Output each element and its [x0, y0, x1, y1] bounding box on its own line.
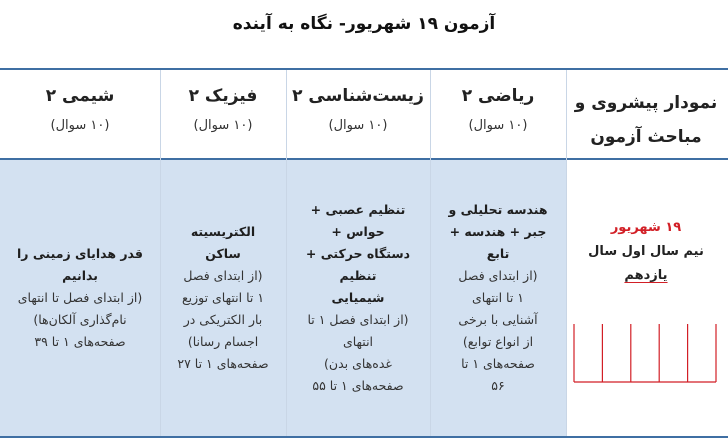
progress-segments: [574, 324, 716, 382]
detail-line: از انواع توابع): [462, 334, 534, 349]
detail-line: (از ابتدای فصل: [458, 268, 538, 283]
detail-line: ۵۶: [491, 378, 505, 393]
question-count: (۱۰ سوال): [328, 118, 388, 133]
detail-line: صفحه‌های ۱ تا ۲۷: [177, 356, 269, 371]
topics-cell-chemistry: [0, 160, 160, 436]
column-separator: [566, 70, 567, 436]
progress-bar-chart: [572, 322, 718, 384]
detail-line: آشنایی با برخی: [458, 312, 538, 327]
topic-line: تابع: [486, 246, 510, 261]
subject-name: فیزیک ۲: [188, 86, 258, 106]
topics-cell-physics: [160, 160, 286, 436]
table-top-rule: [0, 68, 728, 70]
column-header-biology: [286, 84, 430, 136]
grade-label: [568, 264, 724, 288]
topics-cell-biology: [286, 160, 430, 436]
progress-cell: [566, 160, 728, 436]
column-separator: [286, 70, 287, 436]
exam-date: ۱۹ شهریور: [610, 220, 682, 235]
detail-line: صفحه‌های ۱ تا: [461, 356, 535, 371]
subject-name: زیست‌شناسی ۲: [292, 86, 424, 106]
detail-line: اجسام رسانا): [187, 334, 259, 349]
column-header-math: [430, 84, 566, 136]
column-separator: [160, 70, 161, 436]
topic-line: تنظیم عصبی + حواس +: [310, 202, 406, 239]
progress-info: [568, 216, 724, 288]
detail-line: صفحه‌های ۱ تا ۵۵: [312, 378, 404, 393]
subject-name: ریاضی ۲: [461, 86, 535, 106]
progress-header-line2: مباحث آزمون: [590, 127, 702, 147]
detail-line: نام‌گذاری آلکان‌ها): [33, 312, 127, 327]
subject-name: شیمی ۲: [45, 86, 115, 106]
progress-header: [568, 86, 724, 154]
grade-label-text: یازدهم: [624, 268, 668, 283]
topic-line: شیمیایی: [331, 290, 385, 305]
topic-line: جبر + هندسه +: [449, 224, 547, 239]
topic-line: ساکن: [205, 246, 241, 261]
question-count: (۱۰ سوال): [50, 118, 110, 133]
topic-line: دستگاه حرکتی + تنظیم: [305, 246, 411, 283]
detail-line: (از ابتدای فصل ۱ تا انتهای: [307, 312, 409, 349]
detail-line: ۱ تا انتهای توزیع: [181, 290, 265, 305]
detail-line: بار الکتریکی در: [183, 312, 263, 327]
column-header-chemistry: [0, 84, 160, 136]
topics-cell-math: [430, 160, 566, 436]
detail-line: (از ابتدای فصل تا انتهای: [17, 290, 143, 305]
progress-header-line1: نمودار پیشروی و: [574, 93, 718, 113]
detail-line: غده‌های بدن): [324, 356, 392, 371]
topic-line: بدانیم: [62, 268, 98, 283]
column-header-physics: [160, 84, 286, 136]
topic-line: هندسه تحلیلی و: [448, 202, 548, 217]
question-count: (۱۰ سوال): [468, 118, 528, 133]
detail-line: (از ابتدای فصل: [183, 268, 263, 283]
semester-label: نیم سال اول سال: [588, 244, 704, 259]
topic-line: الکتریسیته: [190, 224, 256, 239]
topic-line: قدر هدایای زمینی را: [17, 246, 143, 261]
detail-line: ۱ تا انتهای: [471, 290, 525, 305]
column-separator: [430, 70, 431, 436]
page-title: آزمون ۱۹ شهریور- نگاه به آینده: [232, 14, 496, 34]
table-bottom-rule: [0, 436, 728, 438]
question-count: (۱۰ سوال): [193, 118, 253, 133]
detail-line: صفحه‌های ۱ تا ۳۹: [34, 334, 126, 349]
